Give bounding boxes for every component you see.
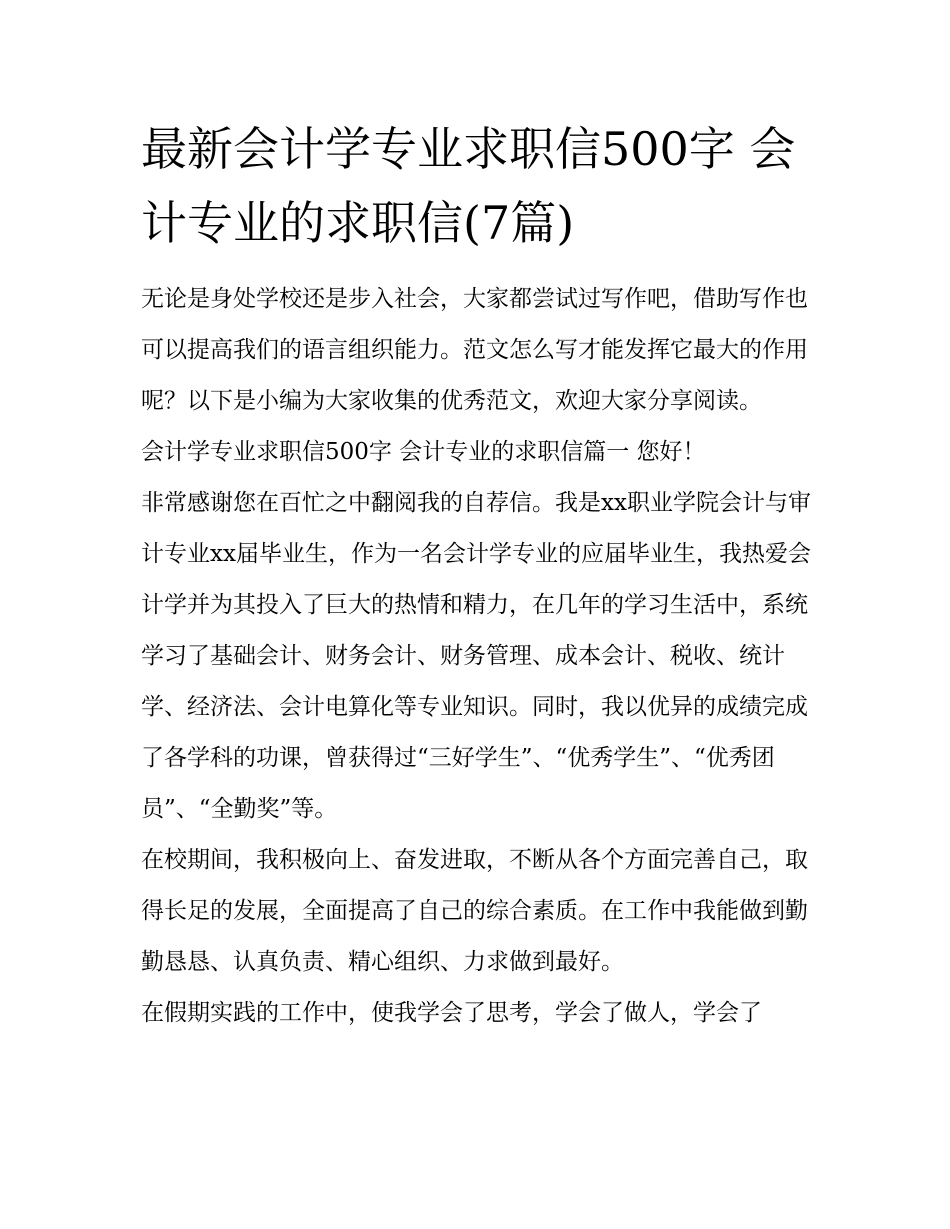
document-title: 最新会计学专业求职信500字 会计专业的求职信(7篇) — [141, 122, 796, 250]
body-paragraph: 非常感谢您在百忙之中翻阅我的自荐信。我是xx职业学院会计与审计专业xx届毕业生，作为一名会计学专业的应届毕业生，我热爱会计学并为其投入了巨大的热情和精力，在几年的学习生活中，系统学习了基础会计、财务会计、财务管理、成本会计、税收、统计学、经济法、会计电算化等专业知识。同时，我以优异的成绩完成了各学科的功课，曾获得过“三好学生”、“优秀学生”、“优秀团员”、“全勤奖”等。 — [141, 490, 811, 822]
body-paragraph: 在校期间，我积极向上、奋发进取，不断从各个方面完善自己，取得长足的发展，全面提高了自己的综合素质。在工作中我能做到勤勤恳恳、认真负责、精心组织、力求做到最好。 — [141, 847, 808, 975]
body-paragraph: 在假期实践的工作中，使我学会了思考，学会了做人，学会了 — [141, 1000, 762, 1026]
document-body — [141, 112, 813, 1039]
intro-paragraph: 无论是身处学校还是步入社会，大家都尝试过写作吧，借助写作也可以提高我们的语言组织能力。范文怎么写才能发挥它最大的作用呢？以下是小编为大家收集的优秀范文，欢迎大家分享阅读。 — [141, 286, 808, 414]
letter-heading-paragraph: 会计学专业求职信500字 会计专业的求职信篇一 您好！ — [141, 439, 706, 465]
